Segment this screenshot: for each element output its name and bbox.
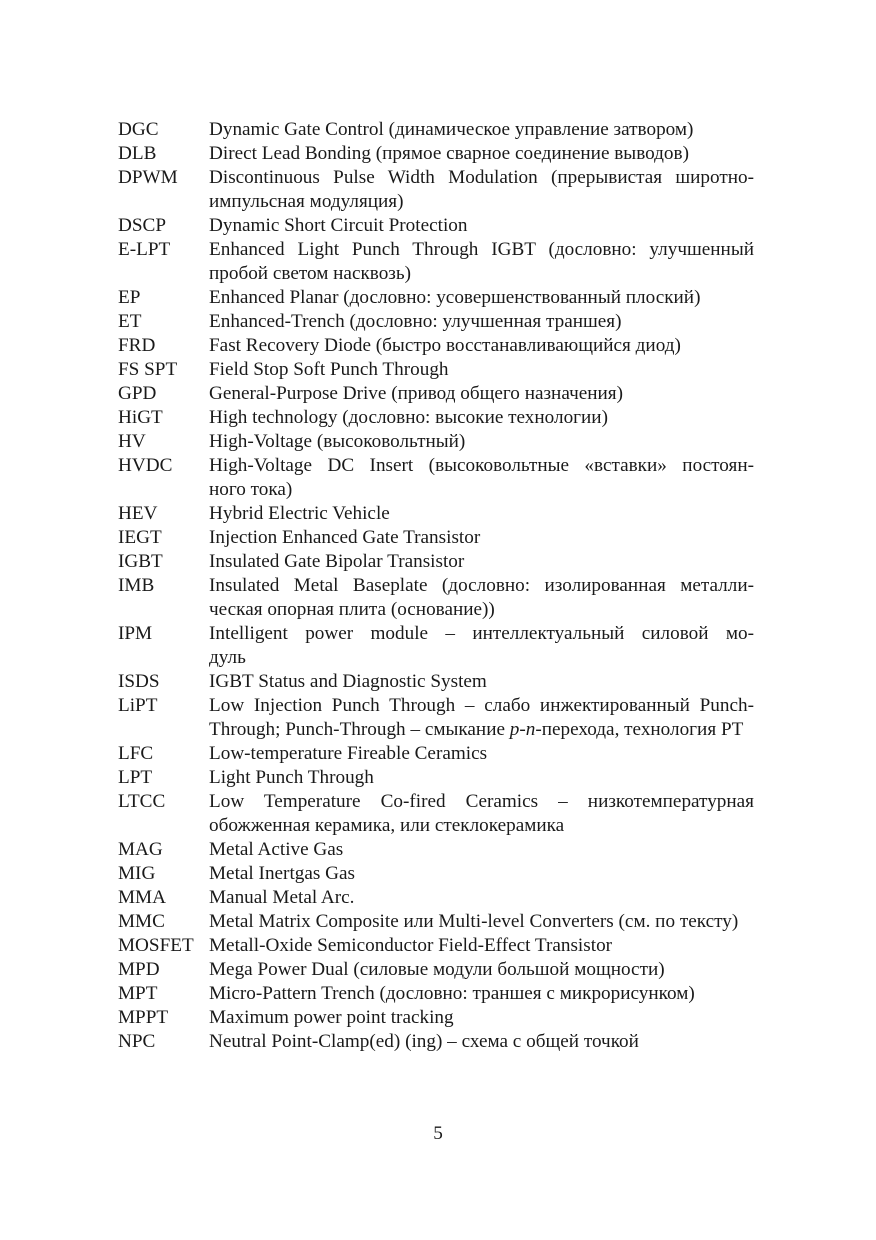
definition: Metal Inertgas Gas [209, 863, 355, 884]
entry-mpd [118, 958, 754, 982]
abbreviation: IEGT [118, 527, 162, 548]
abbreviation: NPC [118, 1031, 156, 1052]
page-number: 5 [433, 1123, 443, 1144]
abbreviation: EP [118, 287, 141, 308]
definition-line-2: ческая опорная плита (основание)) [209, 599, 495, 620]
entry-mppt [118, 1006, 754, 1030]
abbreviation: LiPT [118, 695, 158, 716]
entry-dscp [118, 214, 754, 238]
definition: IGBT Status and Diagnostic System [209, 671, 487, 692]
definition: High technology (дословно: высокие технологии) [209, 407, 608, 428]
definition-text-a: Low Injection Punch Through – слабо инжектированный Punch-Through; Punch-Through – смыкание [209, 695, 754, 740]
definition: Direct Lead Bonding (прямое сварное соединение выводов) [209, 143, 689, 164]
abbreviation: LFC [118, 743, 154, 764]
entry-lpt [118, 766, 754, 790]
abbreviation: DSCP [118, 215, 166, 236]
abbreviation: IMB [118, 575, 155, 596]
definition-line-1: Insulated Metal Baseplate (дословно: изолированная металли- [209, 575, 754, 596]
definition [209, 454, 754, 502]
definition: Low Temperature Co-fired Ceramics – низкотемпературная обожженная керамика, или стеклокерамика [209, 791, 754, 836]
entry-ipm [118, 622, 754, 670]
entry-mosfet [118, 934, 754, 958]
entry-mpt [118, 982, 754, 1006]
abbreviation: IPM [118, 623, 153, 644]
definition: Mega Power Dual (силовые модули большой мощности) [209, 959, 665, 980]
entry-ltcc [118, 790, 754, 838]
entry-mma [118, 886, 754, 910]
abbreviation: DPWM [118, 167, 178, 188]
abbreviation: ISDS [118, 671, 160, 692]
definition [209, 622, 754, 670]
definition: Metal Active Gas [209, 839, 344, 860]
abbreviation: ET [118, 311, 142, 332]
abbreviation: LTCC [118, 791, 166, 812]
abbreviation: FRD [118, 335, 156, 356]
entry-imb [118, 574, 754, 622]
entry-frd [118, 334, 754, 358]
abbreviation: HVDC [118, 455, 173, 476]
entry-hvdc [118, 454, 754, 502]
definition: Dynamic Gate Control (динамическое управление затвором) [209, 119, 694, 140]
entry-dgc [118, 118, 754, 142]
entry-lfc [118, 742, 754, 766]
entry-e-lpt [118, 238, 754, 286]
definition: Manual Metal Arc. [209, 887, 355, 908]
abbreviation: MIG [118, 863, 156, 884]
definition-line-1: High-Voltage DC Insert (высоковольтные «вставки» постоян- [209, 455, 754, 476]
definition: Injection Enhanced Gate Transistor [209, 527, 481, 548]
abbreviation: HiGT [118, 407, 163, 428]
definition [209, 574, 754, 622]
abbreviation: E-LPT [118, 239, 171, 260]
abbreviation: FS SPT [118, 359, 178, 380]
abbreviation: MOSFET [118, 935, 194, 956]
entry-iegt [118, 526, 754, 550]
definition: Insulated Gate Bipolar Transistor [209, 551, 465, 572]
abbreviation: LPT [118, 767, 153, 788]
definition: Dynamic Short Circuit Protection [209, 215, 468, 236]
abbreviation: MPPT [118, 1007, 169, 1028]
entry-et [118, 310, 754, 334]
definition-line-1: Intelligent power module – интеллектуальный силовой мо- [209, 623, 754, 644]
abbreviation: MPT [118, 983, 158, 1004]
abbreviation: DGC [118, 119, 159, 140]
abbreviation: HEV [118, 503, 158, 524]
abbreviation: HV [118, 431, 146, 452]
entry-gpd [118, 382, 754, 406]
definition: Hybrid Electric Vehicle [209, 503, 390, 524]
definition: High-Voltage (высоковольтный) [209, 431, 466, 452]
abbreviation: DLB [118, 143, 157, 164]
abbreviation: MMA [118, 887, 166, 908]
definition: Metal Matrix Composite или Multi-level Converters (см. по тексту) [209, 911, 739, 932]
definition: Micro-Pattern Trench (дословно: траншея с микрорисунком) [209, 983, 695, 1004]
definition: Field Stop Soft Punch Through [209, 359, 449, 380]
definition-text-b: -перехода, технология PT [535, 719, 744, 740]
entry-mag [118, 838, 754, 862]
definition: Metall-Oxide Semiconductor Field-Effect Transistor [209, 935, 613, 956]
entry-lipt [118, 694, 754, 742]
entry-mmc [118, 910, 754, 934]
abbreviation: MMC [118, 911, 165, 932]
entry-ep [118, 286, 754, 310]
abbreviation-list [118, 118, 754, 1054]
abbreviation: GPD [118, 383, 157, 404]
definition-italic: p-n [509, 719, 536, 740]
entry-npc [118, 1030, 754, 1054]
definition-line-2: дуль [209, 647, 246, 668]
definition: Low-temperature Fireable Ceramics [209, 743, 488, 764]
definition: Neutral Point-Clamp(ed) (ing) – схема с общей точкой [209, 1031, 639, 1052]
definition: General-Purpose Drive (привод общего назначения) [209, 383, 623, 404]
entry-higt [118, 406, 754, 430]
abbreviation: MPD [118, 959, 160, 980]
definition [209, 694, 754, 742]
entry-hev [118, 502, 754, 526]
abbreviation: IGBT [118, 551, 163, 572]
entry-igbt [118, 550, 754, 574]
entry-fs-spt [118, 358, 754, 382]
definition: Fast Recovery Diode (быстро восстанавливающийся диод) [209, 335, 681, 356]
abbreviation: MAG [118, 839, 163, 860]
definition: Enhanced Planar (дословно: усовершенствованный плоский) [209, 287, 701, 308]
definition: Maximum power point tracking [209, 1007, 454, 1028]
entry-dpwm [118, 166, 754, 214]
entry-mig [118, 862, 754, 886]
definition: Discontinuous Pulse Width Modulation (прерывистая широтно-импульсная модуляция) [209, 167, 754, 212]
entry-isds [118, 670, 754, 694]
definition: Light Punch Through [209, 767, 374, 788]
definition-line-2: ного тока) [209, 479, 293, 500]
definition: Enhanced Light Punch Through IGBT (дословно: улучшенный пробой светом насквозь) [209, 239, 754, 284]
entry-hv [118, 430, 754, 454]
entry-dlb [118, 142, 754, 166]
definition: Enhanced-Trench (дословно: улучшенная траншея) [209, 311, 622, 332]
